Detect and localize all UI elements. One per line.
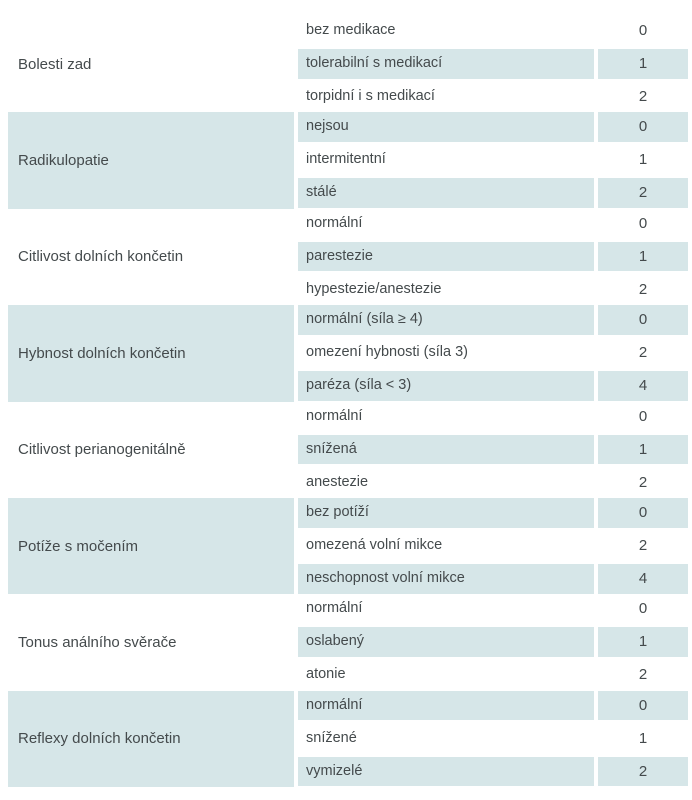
option-label: omezená volní mikce (306, 537, 443, 553)
criterion-label: Bolesti zad (18, 55, 92, 73)
option-label: atonie (306, 666, 346, 683)
option-score: 2 (638, 280, 648, 298)
option-score: 1 (598, 627, 688, 657)
option-label: bez medikace (306, 22, 396, 38)
criterion-group (8, 305, 688, 401)
option-row (298, 594, 688, 624)
criterion-group (8, 402, 688, 498)
option-label: intermitentní (306, 151, 386, 168)
option-row (298, 627, 688, 657)
option-row (298, 402, 688, 432)
option-label: snížená (298, 435, 594, 465)
criterion-group (8, 16, 688, 112)
option-row (298, 112, 688, 142)
option-row (298, 275, 688, 305)
option-score: 0 (638, 214, 648, 232)
criterion-label: Tonus análního svěrače (18, 634, 177, 652)
option-row (298, 435, 688, 465)
option-score: 1 (598, 242, 688, 272)
option-row (298, 209, 688, 239)
criterion-group (8, 594, 688, 690)
option-label: normální (síla ≥ 4) (298, 305, 594, 335)
option-label: nejsou (298, 112, 594, 142)
option-row (298, 531, 688, 561)
option-row (298, 757, 688, 787)
option-label: neschopnost volní mikce (298, 564, 594, 594)
criterion-label: Citlivost perianogenitálně (18, 441, 186, 459)
criterion-label: Radikulopatie (8, 112, 294, 208)
option-score: 0 (638, 22, 648, 39)
criterion-group (8, 112, 688, 208)
option-row (298, 468, 688, 498)
option-score: 1 (598, 49, 688, 79)
option-label: vymizelé (298, 757, 594, 787)
option-row (298, 145, 688, 175)
option-score: 0 (598, 305, 688, 335)
option-score: 2 (638, 473, 648, 491)
option-row (298, 16, 688, 46)
option-label: omezení hybnosti (síla 3) (306, 344, 468, 361)
option-score: 2 (638, 537, 648, 554)
option-score: 0 (638, 407, 648, 425)
option-row (298, 371, 688, 401)
option-row (298, 691, 688, 721)
option-row (298, 338, 688, 368)
criterion-group (8, 691, 688, 787)
option-label: anestezie (306, 473, 369, 490)
option-score: 0 (598, 112, 688, 142)
option-label: tolerabilní s medikací (298, 49, 594, 79)
option-score: 1 (638, 729, 648, 747)
option-label: normální (298, 691, 594, 721)
option-score: 0 (598, 691, 688, 721)
option-row (298, 49, 688, 79)
option-label: torpidní i s medikací (306, 88, 435, 104)
option-score: 2 (638, 88, 648, 105)
option-score: 1 (598, 435, 688, 465)
option-row (298, 724, 688, 754)
option-row (298, 498, 688, 528)
criterion-label: Hybnost dolních končetin (8, 305, 294, 401)
option-score: 2 (598, 757, 688, 787)
option-label: parestezie (298, 242, 594, 272)
option-label: stálé (298, 178, 594, 208)
option-row (298, 305, 688, 335)
option-score: 4 (598, 564, 688, 594)
criterion-group (8, 498, 688, 594)
criterion-label: Citlivost dolních končetin (18, 248, 184, 266)
option-row (298, 178, 688, 208)
option-score: 4 (598, 371, 688, 401)
criterion-label: Reflexy dolních končetin (8, 691, 294, 787)
option-label: normální (306, 214, 363, 231)
option-score: 2 (598, 178, 688, 208)
criterion-label: Potíže s močením (8, 498, 294, 594)
option-score: 2 (638, 666, 648, 684)
option-score: 2 (638, 344, 648, 362)
option-label: snížené (306, 729, 357, 746)
option-score: 0 (598, 498, 688, 528)
option-row (298, 564, 688, 594)
option-label: bez potíží (298, 498, 594, 528)
option-label: paréza (síla < 3) (298, 371, 594, 401)
option-label: oslabený (298, 627, 594, 657)
criterion-group (8, 209, 688, 305)
option-label: normální (306, 600, 363, 617)
option-row (298, 660, 688, 690)
option-score: 0 (638, 600, 648, 618)
option-label: normální (306, 407, 363, 424)
option-score: 1 (638, 151, 648, 169)
option-label: hypestezie/anestezie (306, 280, 442, 297)
option-row (298, 82, 688, 112)
option-row (298, 242, 688, 272)
